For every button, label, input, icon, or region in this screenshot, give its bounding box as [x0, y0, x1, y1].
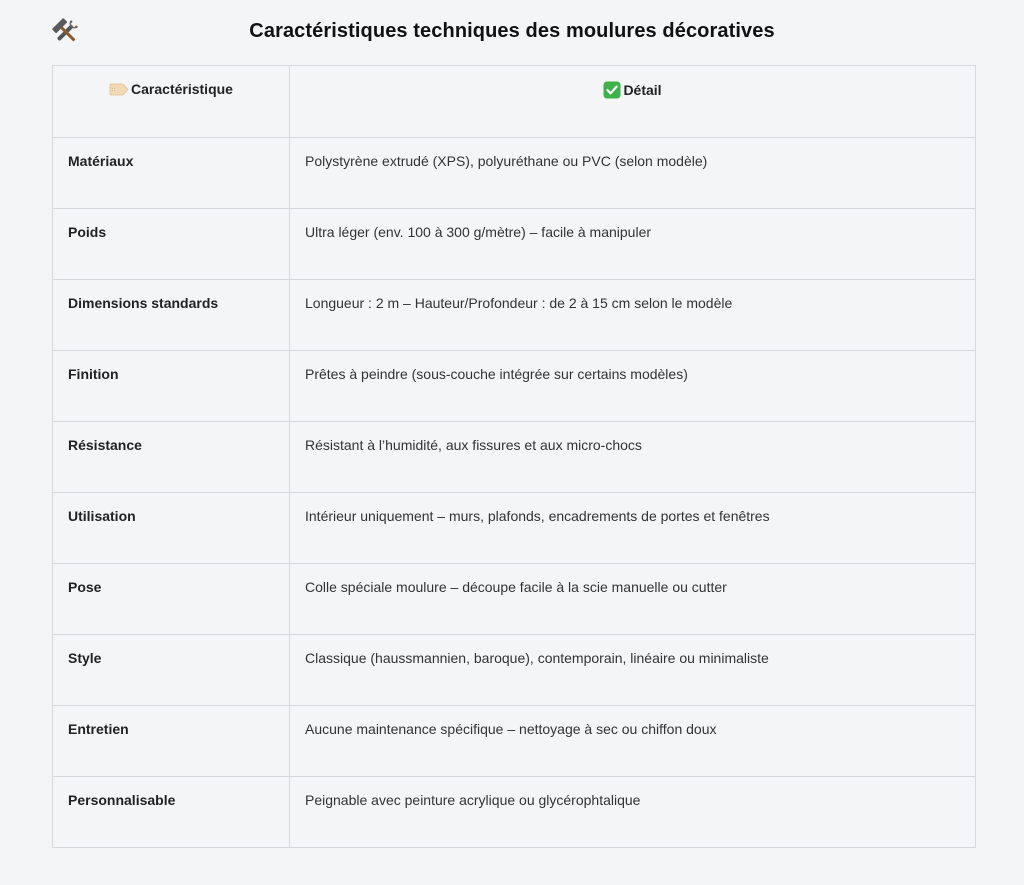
row-characteristic: Personnalisable — [53, 777, 290, 848]
check-mark-button-icon — [603, 81, 621, 99]
row-characteristic: Entretien — [53, 706, 290, 777]
title-bar — [0, 0, 1024, 66]
table-header-row — [53, 66, 976, 138]
column-header-label: Détail — [623, 82, 662, 98]
row-detail: Colle spéciale moulure – découpe facile à la scie manuelle ou cutter — [290, 564, 976, 635]
table-row — [53, 564, 976, 635]
row-characteristic: Utilisation — [53, 493, 290, 564]
row-detail: Intérieur uniquement – murs, plafonds, encadrements de portes et fenêtres — [290, 493, 976, 564]
table-row — [53, 493, 976, 564]
row-detail: Prêtes à peindre (sous-couche intégrée sur certains modèles) — [290, 351, 976, 422]
table-row — [53, 706, 976, 777]
row-detail: Peignable avec peinture acrylique ou glycérophtalique — [290, 777, 976, 848]
table-row — [53, 209, 976, 280]
column-header-detail — [290, 66, 976, 138]
row-detail: Aucune maintenance spécifique – nettoyage à sec ou chiffon doux — [290, 706, 976, 777]
column-header-characteristic — [53, 66, 290, 138]
column-header-label: Caractéristique — [131, 81, 233, 97]
row-characteristic: Pose — [53, 564, 290, 635]
row-characteristic: Style — [53, 635, 290, 706]
table-row — [53, 635, 976, 706]
row-characteristic: Résistance — [53, 422, 290, 493]
row-detail: Résistant à l’humidité, aux fissures et aux micro-chocs — [290, 422, 976, 493]
table-row — [53, 422, 976, 493]
row-characteristic: Dimensions standards — [53, 280, 290, 351]
label-tag-icon — [109, 83, 129, 96]
row-detail: Ultra léger (env. 100 à 300 g/mètre) – facile à manipuler — [290, 209, 976, 280]
table-row — [53, 777, 976, 848]
table-row — [53, 138, 976, 209]
row-detail: Polystyrène extrudé (XPS), polyuréthane ou PVC (selon modèle) — [290, 138, 976, 209]
page-title: Caractéristiques techniques des moulures décoratives — [249, 20, 775, 42]
row-characteristic: Finition — [53, 351, 290, 422]
table-row — [53, 351, 976, 422]
table-row — [53, 280, 976, 351]
row-characteristic: Matériaux — [53, 138, 290, 209]
row-detail: Longueur : 2 m – Hauteur/Profondeur : de 2 à 15 cm selon le modèle — [290, 280, 976, 351]
row-detail: Classique (haussmannien, baroque), contemporain, linéaire ou minimaliste — [290, 635, 976, 706]
specs-table — [52, 65, 976, 848]
row-characteristic: Poids — [53, 209, 290, 280]
